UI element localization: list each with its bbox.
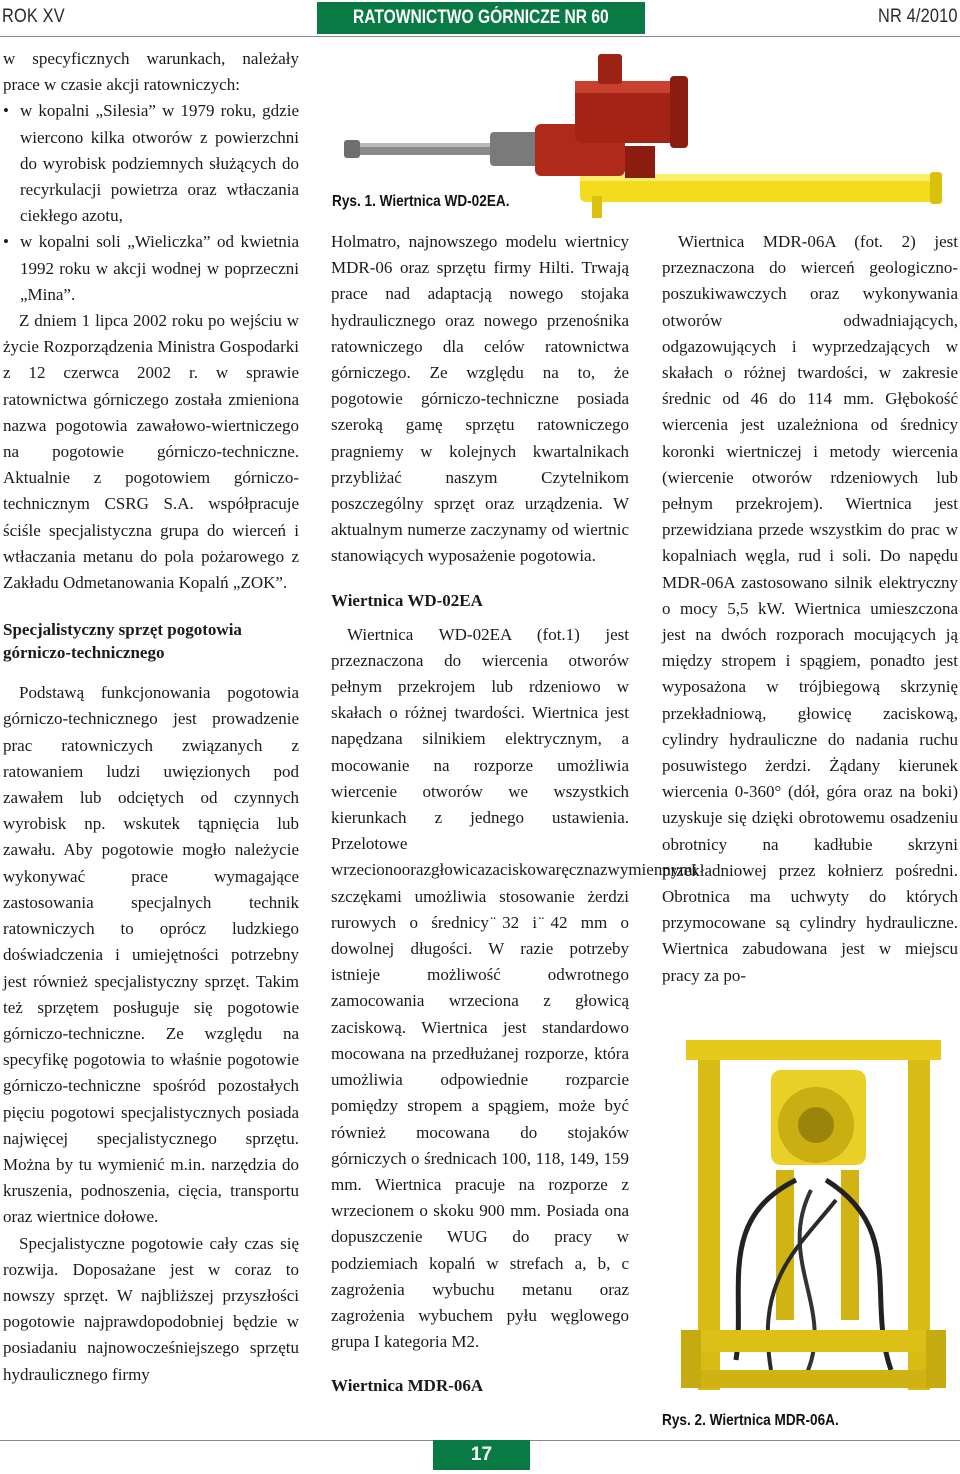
section-heading: Specjalistyczny sprzęt pogotowia górniczo-technicznego [3,620,242,663]
base-corner [681,1330,701,1388]
drill-mdr06a-photo [676,1030,951,1405]
top-beam [686,1040,941,1060]
page-number: 17 [433,1440,530,1470]
text-column-1 [3,46,299,1388]
paragraph: Z dniem 1 lipca 2002 roku po wejściu w życie Rozporządzenia Ministra Gospodarki z 12 czerwca 2002 r. w sprawie ratownictwa górniczego została zmieniona nazwa pogotowia zawałowo-wiertniczego na pogotowie górniczo-techniczne. Aktualnie z pogotowiem górniczo-technicznym CSRG S.A. współpracuje ściśle specjalistyczna grupa do wierceń i wtłaczania metanu do pola pożarowego z Zakładu Odmetanowania Kopalń „ZOK”. [3,311,299,593]
rotator-hub [798,1107,834,1143]
paragraph: Wiertnica MDR-06A (fot. 2) jest przeznaczona do wierceń geologiczno-poszukiwawczych oraz wykonywania otworów odwadniających, odgazowujących i wyprzedzających w skałach o różnej twardości, w zakresie średnic od 46 do 114 mm. Głębokość wiercenia jest uzależniona od średnicy koronki wiertniczej i metody wiercenia (wiercenie otworów rdzeniowych lub pełnym przekrojem). Wiertnica jest przewidziana przede wszystkim do prac w kopalniach węgla, rud i soli. Do napędu MDR-06A zastosowano silnik elektryczny o mocy 5,5 kW. Wiertnica umieszczona jest na dwóch rozporach mocujących ją między stropem i spągiem, ponadto jest wyposażona w trójbiegową skrzynię przekładniową, głowicę zaciskową, cylindry hydrauliczne do nadania ruchu posuwistego żerdzi. Żądany kierunek wiercenia 0-360° (dół, góra oraz na boki) uzyskuje się dzięki obrotowemu osadzeniu obrotnicy na kadłubie skrzyni przekładniowej przez kołnierz pośredni. Obrotnica ma uchwyty do których przymocowane są cylindry hydrauliczne. Wiertnica zabudowana jest w miejscu pracy za po- [662,232,958,985]
paragraph: Podstawą funkcjonowania pogotowia górniczo-technicznego jest prowadzenie prac ratowniczych związanych z ratowaniem ludzi uwięzionych pod zawałem lub odciętych od czynnych wyrobisk np. wskutek tąpnięcia lub zawału. Aby pogotowie mogło należycie wykonywać prace wymagające zastosowania specjalnych technik ratowniczych to oprócz ludzkiego doświadczenia i umiejętności potrzebny jest również specjalistyczny sprzęt. Takim też sprzętem posługuje się pogotowie górniczo-techniczne. Ze względu na specyfikę pogotowia to właśnie pogotowie górniczo-techniczne spośród pozostałych pięciu pogotowi specjalistycznych posiada najwięcej specjalistycznego sprzętu. Można by tu wymienić m.in. narzędzia do kruszenia, podnoszenia, cięcia, transportu oraz wiertnice dołowe. [3,683,299,1227]
bullet-item-silesia: • w kopalni „Silesia” w 1979 roku, gdzie wiercono kilka otworów z powierzchni do wyrobisk podziemnych służących do recyrkulacji powietrza oraz wtłaczania ciekłego azotu, [3,98,299,229]
bullet-list [3,98,299,308]
section-heading-wd02ea: Wiertnica WD-02EA [331,590,483,610]
rod-tip [344,140,360,158]
clamping-head [490,132,540,166]
paragraph: Specjalistyczne pogotowie cały czas się rozwija. Doposażane jest w coraz to nowszy sprzęt. W najbliższej przyszłości pogotowie najprawdopodobniej będzie w posiadaniu najnowocześniejszego sprzętu hydraulicznego firmy [3,1233,299,1384]
paragraph: w specyficznych warunkach, należały prace w czasie akcji ratowniczych: [3,49,299,95]
running-header-year: ROK XV [2,6,65,27]
running-header-issue: NR 4/2010 [878,6,958,27]
motor-end [670,76,688,148]
base-corner [926,1330,946,1388]
figure-caption-2: Rys. 2. Wiertnica MDR-06A. [662,1412,839,1429]
bullet-item-wieliczka: • w kopalni soli „Wieliczka” od kwietnia 1992 roku w akcji wodnej w poprzeczni „Mina”. [3,229,299,308]
terminal-box [598,54,622,84]
journal-title: RATOWNICTWO GÓRNICZE NR 60 [353,7,609,28]
prop-end-cap [930,172,942,204]
base-skid [681,1370,946,1388]
text-column-3 [662,229,958,989]
base-frame [681,1330,946,1352]
paragraph: Wiertnica WD-02EA (fot.1) jest przeznaczona do wiercenia otworów pełnym przekrojem lub rdzeniowo w skałach o różnej twardości. Wiertnica jest napędzana silnikiem elektrycznym, a mocowanie na rozporze umożliwia wiercenie otworów we wszystkich kierunkach z jednego ustawienia. Przelotowe wrzecionoorazgłowicazaciskowaręcznazwymiennymi szczękami umożliwia stosowanie żerdzi rurowych o średnicy ̈32 i ̈42 mm o dowolnej długości. W razie potrzeby istnieje możliwość odwrotnego zamocowania wrzeciona z głowicą zaciskową. Wiertnica jest standardowo mocowana na przedłużanej rozporze, która umożliwia odpowiednie rozparcie pomiędzy stropem a spągiem, może być również mocowana do stojaków górniczych o średnicach 100, 118, 149, 159 mm. Wiertnica pracuje na rozporze z wrzecionem o skoku 900 mm. Posiada ona dopuszczenie WUG do pracy w podziemiach kopalń w strefach a, b, c zagrożenia wybuchu metanu oraz zagrożenia wybuchem pyłu węglowego grupa I kategoria M2. [331,624,698,1352]
paragraph: Holmatro, najnowszego modelu wiertnicy MDR-06 oraz sprzętu firmy Hilti. Trwają prace nad adaptacją nowego stojaka hydraulicznego oraz nowego przenośnika ratowniczego dla celów ratownictwa górniczego. Ze względu na to, że pogotowie górniczo-techniczne posiada szeroką gamę sprzętu ratowniczego pragniemy w kolejnych kwartalnikach przybliżać naszym Czytelnikom poszczególny sprzęt oraz urządzenia. W aktualnym numerze zaczynamy od wiertnic stanowiących wyposażenie pogotowia. [331,232,629,566]
mount-bracket [625,146,655,178]
motor-highlight [575,81,680,93]
header-divider [0,36,960,37]
text-column-2 [331,229,698,1397]
section-heading-mdr06a: Wiertnica MDR-06A [331,1376,484,1396]
journal-title-banner [317,2,645,34]
prop-foot [592,196,602,218]
figure-caption-1: Rys. 1. Wiertnica WD-02EA. [332,193,510,210]
